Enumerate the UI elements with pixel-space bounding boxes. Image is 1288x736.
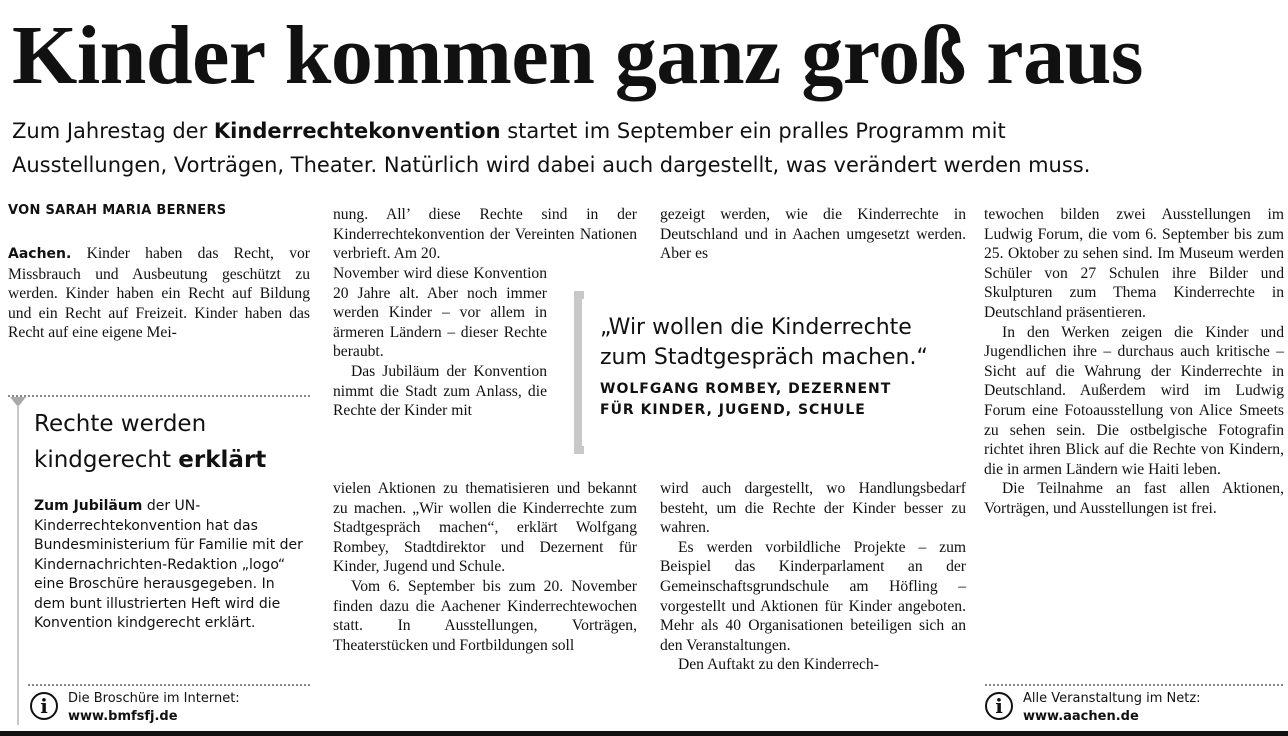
info-circle-icon: i bbox=[30, 692, 58, 720]
col4-p2: In den Werken zeigen die Kinder und Jugendlichen ihre – durchaus auch kritische – Sicht auf die Wahrung der Kinderrechte in Deutschland. Außerdem wird im Ludwig Forum eine Fotoausstellung von Alice Smeets zu sehen sein. Die ostbelgische Fotografin richtet ihren Blick auf die Rechte von Kindern, die in armen Ländern wie Haiti leben. bbox=[984, 323, 1284, 478]
info-circle-icon: i bbox=[985, 692, 1013, 720]
sidebar-lead: Zum Jubiläum bbox=[34, 498, 143, 514]
info-box-events bbox=[985, 690, 1201, 726]
info-link-aachen[interactable]: www.aachen.de bbox=[1023, 709, 1139, 724]
column-2-narrow bbox=[333, 264, 547, 421]
sidebar-accent-line bbox=[17, 405, 19, 725]
headline: Kinder kommen ganz groß raus bbox=[12, 9, 1143, 102]
sidebar-body bbox=[34, 497, 304, 634]
info-label-events: Alle Veranstaltung im Netz: bbox=[1023, 691, 1201, 706]
sidebar-title-bold: erklärt bbox=[178, 447, 267, 473]
col3-top-text: gezeigt werden, wie die Kinderrechte in Deutschland und in Aachen umgesetzt werden. Aber es bbox=[660, 206, 966, 263]
sidebar-title-line2: kindgerecht bbox=[34, 447, 179, 473]
col2-narrow-p2: Das Jubiläum der Konvention nimmt die Stadt zum Anlass, die Rechte der Kinder mit bbox=[333, 362, 547, 420]
quote-text bbox=[600, 313, 928, 373]
sidebar-text: der UN-Kinderrechtekonvention hat das Bundesministerium für Familie mit der Kindernachrichten-Redaktion „logo“ eine Broschüre herausgegeben. In dem bunt illustrierten Heft wird die Konvention kindgerecht erklärt. bbox=[34, 498, 303, 631]
subhead-bold: Kinderrechtekonvention bbox=[213, 119, 501, 143]
byline: VON SARAH MARIA BERNERS bbox=[8, 203, 227, 218]
column-3-bottom bbox=[660, 479, 966, 675]
column-1-text bbox=[8, 244, 310, 343]
sidebar-divider bbox=[8, 395, 310, 397]
info-divider-right bbox=[985, 684, 1283, 686]
col4-p1: tewochen bilden zwei Ausstellungen im Ludwig Forum, die vom 6. September bis zum 25. Oktober zu sehen sind. Im Museum werden Schüler von 27 Schulen ihre Bilder und Skulpturen zum Thema Kinderrechte in Deutschland präsentieren. bbox=[984, 206, 1284, 321]
dateline: Aachen. bbox=[8, 246, 72, 262]
col2-narrow-p1: November wird diese Konvention 20 Jahre alt. Aber noch immer werden Kinder – vor allem in ärmeren Ländern – dieser Rechte beraubt. bbox=[333, 265, 547, 361]
quote-bracket bbox=[574, 291, 584, 454]
bottom-rule bbox=[0, 731, 1288, 736]
info-link-bmfsfj[interactable]: www.bmfsfj.de bbox=[68, 709, 178, 724]
column-3-top bbox=[660, 205, 966, 264]
quote-author bbox=[600, 379, 891, 421]
col1-body: Kinder haben das Recht, vor Missbrauch und Ausbeutung geschützt zu werden. Kinder haben ein Recht auf Bildung und ein Recht auf Freizeit. Kinder haben das Recht auf eine eigene Mei- bbox=[8, 245, 310, 342]
subhead-part2: startet im September ein pralles Programm mit bbox=[500, 119, 1006, 143]
sidebar-title-line1: Rechte werden bbox=[34, 411, 207, 437]
col4-p3: Die Teilnahme an fast allen Aktionen, Vorträgen, und Ausstellungen ist frei. bbox=[984, 480, 1284, 517]
subhead-part1: Zum Jahrestag der bbox=[12, 119, 214, 143]
quote-line2: zum Stadtgespräch machen.“ bbox=[600, 345, 928, 370]
info-divider-left bbox=[28, 684, 310, 686]
info-label: Die Broschüre im Internet: bbox=[68, 691, 240, 706]
col2-top-text: nung. All’ diese Rechte sind in der Kinderrechtekonvention der Vereinten Nationen verbrieft. Am 20. bbox=[333, 206, 637, 263]
quote-author-line1: WOLFGANG ROMBEY, DEZERNENT bbox=[600, 381, 892, 397]
col2-bottom-p2: Vom 6. September bis zum 20. November finden dazu die Aachener Kinderrechtewochen statt. In Ausstellungen, Vorträgen, Theaterstücken und Fortbildungen soll bbox=[333, 577, 637, 654]
col2-bottom-p1: vielen Aktionen zu thematisieren und bekannt zu machen. „Wir wollen die Kinderrechte zum Stadtgespräch machen“, erklärt Wolfgang Rombey, Stadtdirektor und Dezernent für Kinder, Jugend und Schule. bbox=[333, 480, 637, 576]
col3-bottom-p1: wird auch dargestellt, wo Handlungsbedarf besteht, um die Rechte der Kinder besser zu wahren. bbox=[660, 480, 966, 537]
subheadline bbox=[12, 114, 1282, 182]
quote-author-line2: FÜR KINDER, JUGEND, SCHULE bbox=[600, 402, 866, 418]
col3-bottom-p3: Den Auftakt zu den Kinderrech- bbox=[678, 656, 879, 674]
quote-line1: „Wir wollen die Kinderrechte bbox=[600, 315, 912, 340]
column-2-bottom bbox=[333, 479, 637, 655]
col3-bottom-p2: Es werden vorbildliche Projekte – zum Beispiel das Kinderparlament an der Gemeinschaftsgrundschule am Höfling – vorgestellt und Aktionen für Kinder angeboten. Mehr als 40 Organisationen beteiligen sich an den Veranstaltungen. bbox=[660, 538, 966, 654]
column-2-top bbox=[333, 205, 637, 264]
subhead-line2: Ausstellungen, Vorträgen, Theater. Natürlich wird dabei auch dargestellt, was verändert werden muss. bbox=[12, 153, 1091, 177]
sidebar-title bbox=[34, 406, 266, 478]
column-4 bbox=[984, 205, 1284, 519]
pull-quote bbox=[574, 291, 974, 454]
info-box-brochure bbox=[30, 690, 240, 726]
